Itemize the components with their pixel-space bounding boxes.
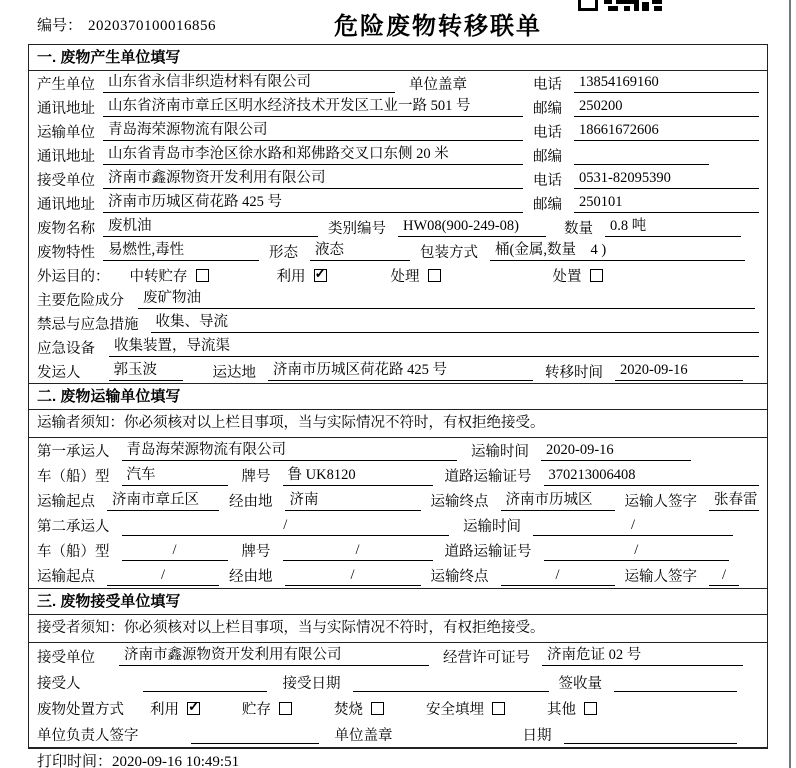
route-start-label: 运输起点 bbox=[37, 569, 95, 585]
packing-value: 桶(金属,数量 4 ) bbox=[490, 241, 745, 261]
phone-group bbox=[533, 121, 759, 142]
row-emergency-equipment bbox=[29, 335, 767, 359]
road-license-value: 370213006408 bbox=[544, 466, 760, 486]
equipment-label: 应急设备 bbox=[37, 340, 95, 357]
signed-amount-label: 签收量 bbox=[558, 675, 602, 692]
option-store-label: 贮存 bbox=[242, 701, 271, 718]
road-license-value: / bbox=[544, 541, 730, 561]
addr-value: 济南市历城区荷花路 425 号 bbox=[103, 193, 523, 213]
option-transfer-storage-label: 中转贮存 bbox=[129, 268, 188, 285]
produce-unit-value: 山东省永信非织造材料有限公司 bbox=[103, 73, 395, 93]
responsible-sign-label: 单位负责人签字 bbox=[37, 727, 139, 744]
receive-unit-label: 接受单位 bbox=[37, 649, 95, 666]
carrier-sign-value: / bbox=[709, 566, 739, 586]
phone-value: 13854169160 bbox=[574, 73, 759, 93]
route-start-label: 运输起点 bbox=[37, 494, 95, 510]
route-via-label: 经由地 bbox=[229, 494, 273, 510]
quantity-label: 数量 bbox=[564, 220, 593, 237]
dispatcher-label: 发运人 bbox=[37, 364, 81, 381]
option-utilize-label: 利用 bbox=[150, 701, 179, 718]
waste-code-value: HW08(900-249-08) bbox=[398, 217, 546, 237]
first-carrier-value: 青岛海荣源物流有限公司 bbox=[122, 441, 458, 461]
plate-value: / bbox=[283, 541, 433, 561]
phone-group bbox=[533, 169, 759, 190]
responsible-sign-value bbox=[191, 724, 319, 744]
doc-number bbox=[37, 14, 216, 35]
checkbox-landfill bbox=[492, 702, 505, 715]
unit-seal-label: 单位盖章 bbox=[334, 727, 393, 744]
checkbox-transfer-storage bbox=[196, 269, 209, 282]
permit-label: 经营许可证号 bbox=[443, 649, 530, 666]
checkbox-other bbox=[584, 702, 597, 715]
transport-unit-value: 青岛海荣源物流有限公司 bbox=[103, 121, 523, 141]
destination-value: 济南市历城区荷花路 425 号 bbox=[268, 361, 533, 381]
row-first-carrier bbox=[29, 438, 767, 463]
route-start-value: / bbox=[107, 566, 219, 586]
hazard-label: 主要危险成分 bbox=[37, 292, 124, 309]
produce-unit-label: 产生单位 bbox=[37, 76, 95, 93]
row-transport-unit bbox=[29, 119, 767, 143]
receiver-value bbox=[143, 672, 267, 692]
route-end-value: / bbox=[501, 566, 615, 586]
waste-name-value: 废机油 bbox=[103, 217, 318, 237]
transport-time-label: 运输时间 bbox=[471, 444, 529, 460]
receive-date-value bbox=[353, 672, 549, 692]
transporter-notice: 运输者须知：你必须核对以上栏目事项，当与实际情况不符时，有权拒绝接受。 bbox=[29, 410, 767, 438]
plate-label: 牌号 bbox=[241, 469, 271, 485]
transport-time-value: 2020-09-16 bbox=[541, 441, 691, 461]
checkbox-dispose bbox=[590, 269, 603, 282]
taboo-value: 收集、导流 bbox=[151, 313, 760, 333]
manifest-form bbox=[28, 44, 768, 749]
waste-name-label: 废物名称 bbox=[37, 220, 95, 237]
row-transport-addr bbox=[29, 143, 767, 167]
receiver-label: 接受人 bbox=[37, 675, 81, 692]
page-title: 危险废物转移联单 bbox=[334, 13, 542, 40]
waste-property-label: 废物特性 bbox=[37, 244, 95, 261]
row-dispatch bbox=[29, 359, 767, 383]
addr-label: 通讯地址 bbox=[37, 100, 95, 117]
phone-label: 电话 bbox=[533, 76, 562, 93]
disposal-method-label: 废物处置方式 bbox=[37, 701, 124, 718]
phone-label: 电话 bbox=[533, 172, 562, 189]
transport-time-label: 运输时间 bbox=[463, 519, 521, 535]
section-transporter-heading: 二. 废物运输单位填写 bbox=[29, 384, 767, 410]
route-end-label: 运输终点 bbox=[430, 494, 489, 510]
hazard-value: 废矿物油 bbox=[138, 289, 755, 309]
checkbox-store bbox=[279, 702, 292, 715]
vehicle-type-label: 车（船）型 bbox=[37, 469, 110, 485]
second-carrier-value: / bbox=[122, 516, 450, 536]
row-produce-unit bbox=[29, 71, 767, 95]
first-carrier-label: 第一承运人 bbox=[37, 444, 110, 460]
option-landfill-label: 安全填埋 bbox=[426, 701, 484, 718]
date-label: 日期 bbox=[522, 727, 552, 744]
row-vehicle-2 bbox=[29, 538, 767, 563]
form-label: 形态 bbox=[269, 244, 298, 261]
receive-date-label: 接受日期 bbox=[282, 675, 341, 692]
page-right-border bbox=[789, 0, 791, 768]
carrier-sign-label: 运输人签字 bbox=[624, 569, 697, 585]
purpose-label: 外运目的： bbox=[37, 268, 110, 285]
section-transporter bbox=[28, 383, 768, 589]
zip-label: 邮编 bbox=[533, 100, 562, 117]
row-receive-addr bbox=[29, 191, 767, 215]
receive-unit-label: 接受单位 bbox=[37, 172, 95, 189]
option-transfer-storage bbox=[130, 265, 209, 286]
addr-label: 通讯地址 bbox=[37, 148, 95, 165]
section-producer bbox=[28, 44, 768, 384]
zip-group bbox=[533, 97, 759, 118]
zip-label: 邮编 bbox=[533, 148, 562, 165]
option-dispose bbox=[553, 265, 603, 286]
row-purpose bbox=[29, 263, 767, 287]
checkbox-treat bbox=[428, 269, 441, 282]
route-via-value: 济南 bbox=[285, 491, 421, 511]
addr-label: 通讯地址 bbox=[37, 196, 95, 213]
waste-property-value: 易燃性,毒性 bbox=[103, 241, 259, 261]
destination-label: 运达地 bbox=[212, 364, 256, 381]
row-hazard-component bbox=[29, 287, 767, 311]
row-second-carrier bbox=[29, 513, 767, 538]
form-value: 液态 bbox=[310, 241, 410, 261]
equipment-value: 收集装置，导流渠 bbox=[109, 337, 759, 357]
phone-label: 电话 bbox=[533, 124, 562, 141]
row-receive-unit bbox=[29, 643, 767, 669]
route-end-label: 运输终点 bbox=[430, 569, 489, 585]
vehicle-type-value: / bbox=[122, 541, 228, 561]
option-dispose-label: 处置 bbox=[552, 268, 582, 285]
waste-code-label: 类别编号 bbox=[328, 220, 386, 237]
road-license-label: 道路运输证号 bbox=[444, 469, 532, 485]
option-store bbox=[242, 698, 292, 719]
option-treat-label: 处理 bbox=[390, 268, 420, 285]
option-utilize bbox=[150, 698, 200, 719]
row-route-2 bbox=[29, 563, 767, 588]
row-receiver-person bbox=[29, 669, 767, 695]
route-end-value: 济南市历城区 bbox=[501, 491, 615, 511]
print-time-label: 打印时间： bbox=[37, 754, 113, 768]
road-license-label: 道路运输证号 bbox=[444, 544, 532, 560]
option-reuse bbox=[277, 265, 327, 286]
section-receiver bbox=[28, 588, 768, 749]
option-other-label: 其他 bbox=[547, 701, 576, 718]
transfer-time-value: 2020-09-16 bbox=[615, 361, 743, 381]
row-vehicle-1 bbox=[29, 463, 767, 488]
zip-group bbox=[533, 193, 759, 214]
print-time-value: 2020-09-16 10:49:51 bbox=[112, 754, 240, 768]
section-producer-heading: 一. 废物产生单位填写 bbox=[29, 45, 767, 71]
row-disposal-method bbox=[29, 695, 767, 721]
phone-value: 0531-82095390 bbox=[574, 169, 759, 189]
carrier-sign-value: 张春雷 bbox=[709, 491, 759, 511]
plate-value: 鲁 UK8120 bbox=[283, 466, 433, 486]
option-incinerate bbox=[334, 698, 384, 719]
permit-value: 济南危证 02 号 bbox=[542, 646, 743, 666]
unit-seal-label: 单位盖章 bbox=[409, 76, 467, 93]
phone-group bbox=[533, 73, 759, 94]
route-via-label: 经由地 bbox=[229, 569, 273, 585]
signed-amount-value bbox=[614, 672, 737, 692]
date-value bbox=[564, 724, 738, 744]
doc-number-value: 2020370100016856 bbox=[88, 18, 217, 34]
doc-number-label: 编号： bbox=[37, 18, 83, 34]
print-time bbox=[37, 750, 239, 768]
addr-value: 山东省济南市章丘区明水经济技术开发区工业一路 501 号 bbox=[103, 97, 523, 117]
plate-label: 牌号 bbox=[241, 544, 271, 560]
row-waste-name bbox=[29, 215, 767, 239]
option-other bbox=[547, 698, 597, 719]
row-route-1 bbox=[29, 488, 767, 513]
checkbox-utilize bbox=[187, 702, 200, 715]
zip-group bbox=[533, 145, 759, 166]
zip-label: 邮编 bbox=[533, 196, 562, 213]
zip-value: 250101 bbox=[574, 193, 759, 213]
option-landfill bbox=[426, 698, 505, 719]
carrier-sign-label: 运输人签字 bbox=[624, 494, 697, 510]
vehicle-type-label: 车（船）型 bbox=[37, 544, 110, 560]
transport-time-value: / bbox=[533, 516, 733, 536]
qr-code-fragment bbox=[578, 0, 662, 11]
transfer-time-label: 转移时间 bbox=[545, 364, 603, 381]
quantity-value: 0.8 吨 bbox=[605, 217, 741, 237]
zip-value: 250200 bbox=[574, 97, 759, 117]
option-treat bbox=[391, 265, 441, 286]
addr-value: 山东省青岛市李沧区徐水路和郑佛路交叉口东侧 20 米 bbox=[103, 145, 523, 165]
receiver-notice: 接受者须知：你必须核对以上栏目事项，当与实际情况不符时，有权拒绝接受。 bbox=[29, 615, 767, 643]
route-via-value: / bbox=[285, 566, 421, 586]
checkbox-reuse bbox=[314, 269, 327, 282]
checkbox-incinerate bbox=[371, 702, 384, 715]
option-incinerate-label: 焚烧 bbox=[334, 701, 363, 718]
transport-unit-label: 运输单位 bbox=[37, 124, 95, 141]
row-responsible-sign bbox=[29, 721, 767, 747]
second-carrier-label: 第二承运人 bbox=[37, 519, 110, 535]
packing-label: 包装方式 bbox=[420, 244, 478, 261]
dispatcher-value: 郭玉波 bbox=[109, 361, 183, 381]
row-waste-property bbox=[29, 239, 767, 263]
section-receiver-heading: 三. 废物接受单位填写 bbox=[29, 589, 767, 615]
receive-unit-value: 济南市鑫源物资开发利用有限公司 bbox=[103, 169, 523, 189]
receive-unit-value: 济南市鑫源物资开发利用有限公司 bbox=[119, 646, 429, 666]
taboo-label: 禁忌与应急措施 bbox=[37, 316, 139, 333]
row-taboo-measures bbox=[29, 311, 767, 335]
zip-value bbox=[574, 145, 709, 165]
option-reuse-label: 利用 bbox=[276, 268, 306, 285]
vehicle-type-value: 汽车 bbox=[122, 466, 228, 486]
row-produce-addr bbox=[29, 95, 767, 119]
row-receive-unit bbox=[29, 167, 767, 191]
phone-value: 18661672606 bbox=[574, 121, 759, 141]
route-start-value: 济南市章丘区 bbox=[107, 491, 219, 511]
